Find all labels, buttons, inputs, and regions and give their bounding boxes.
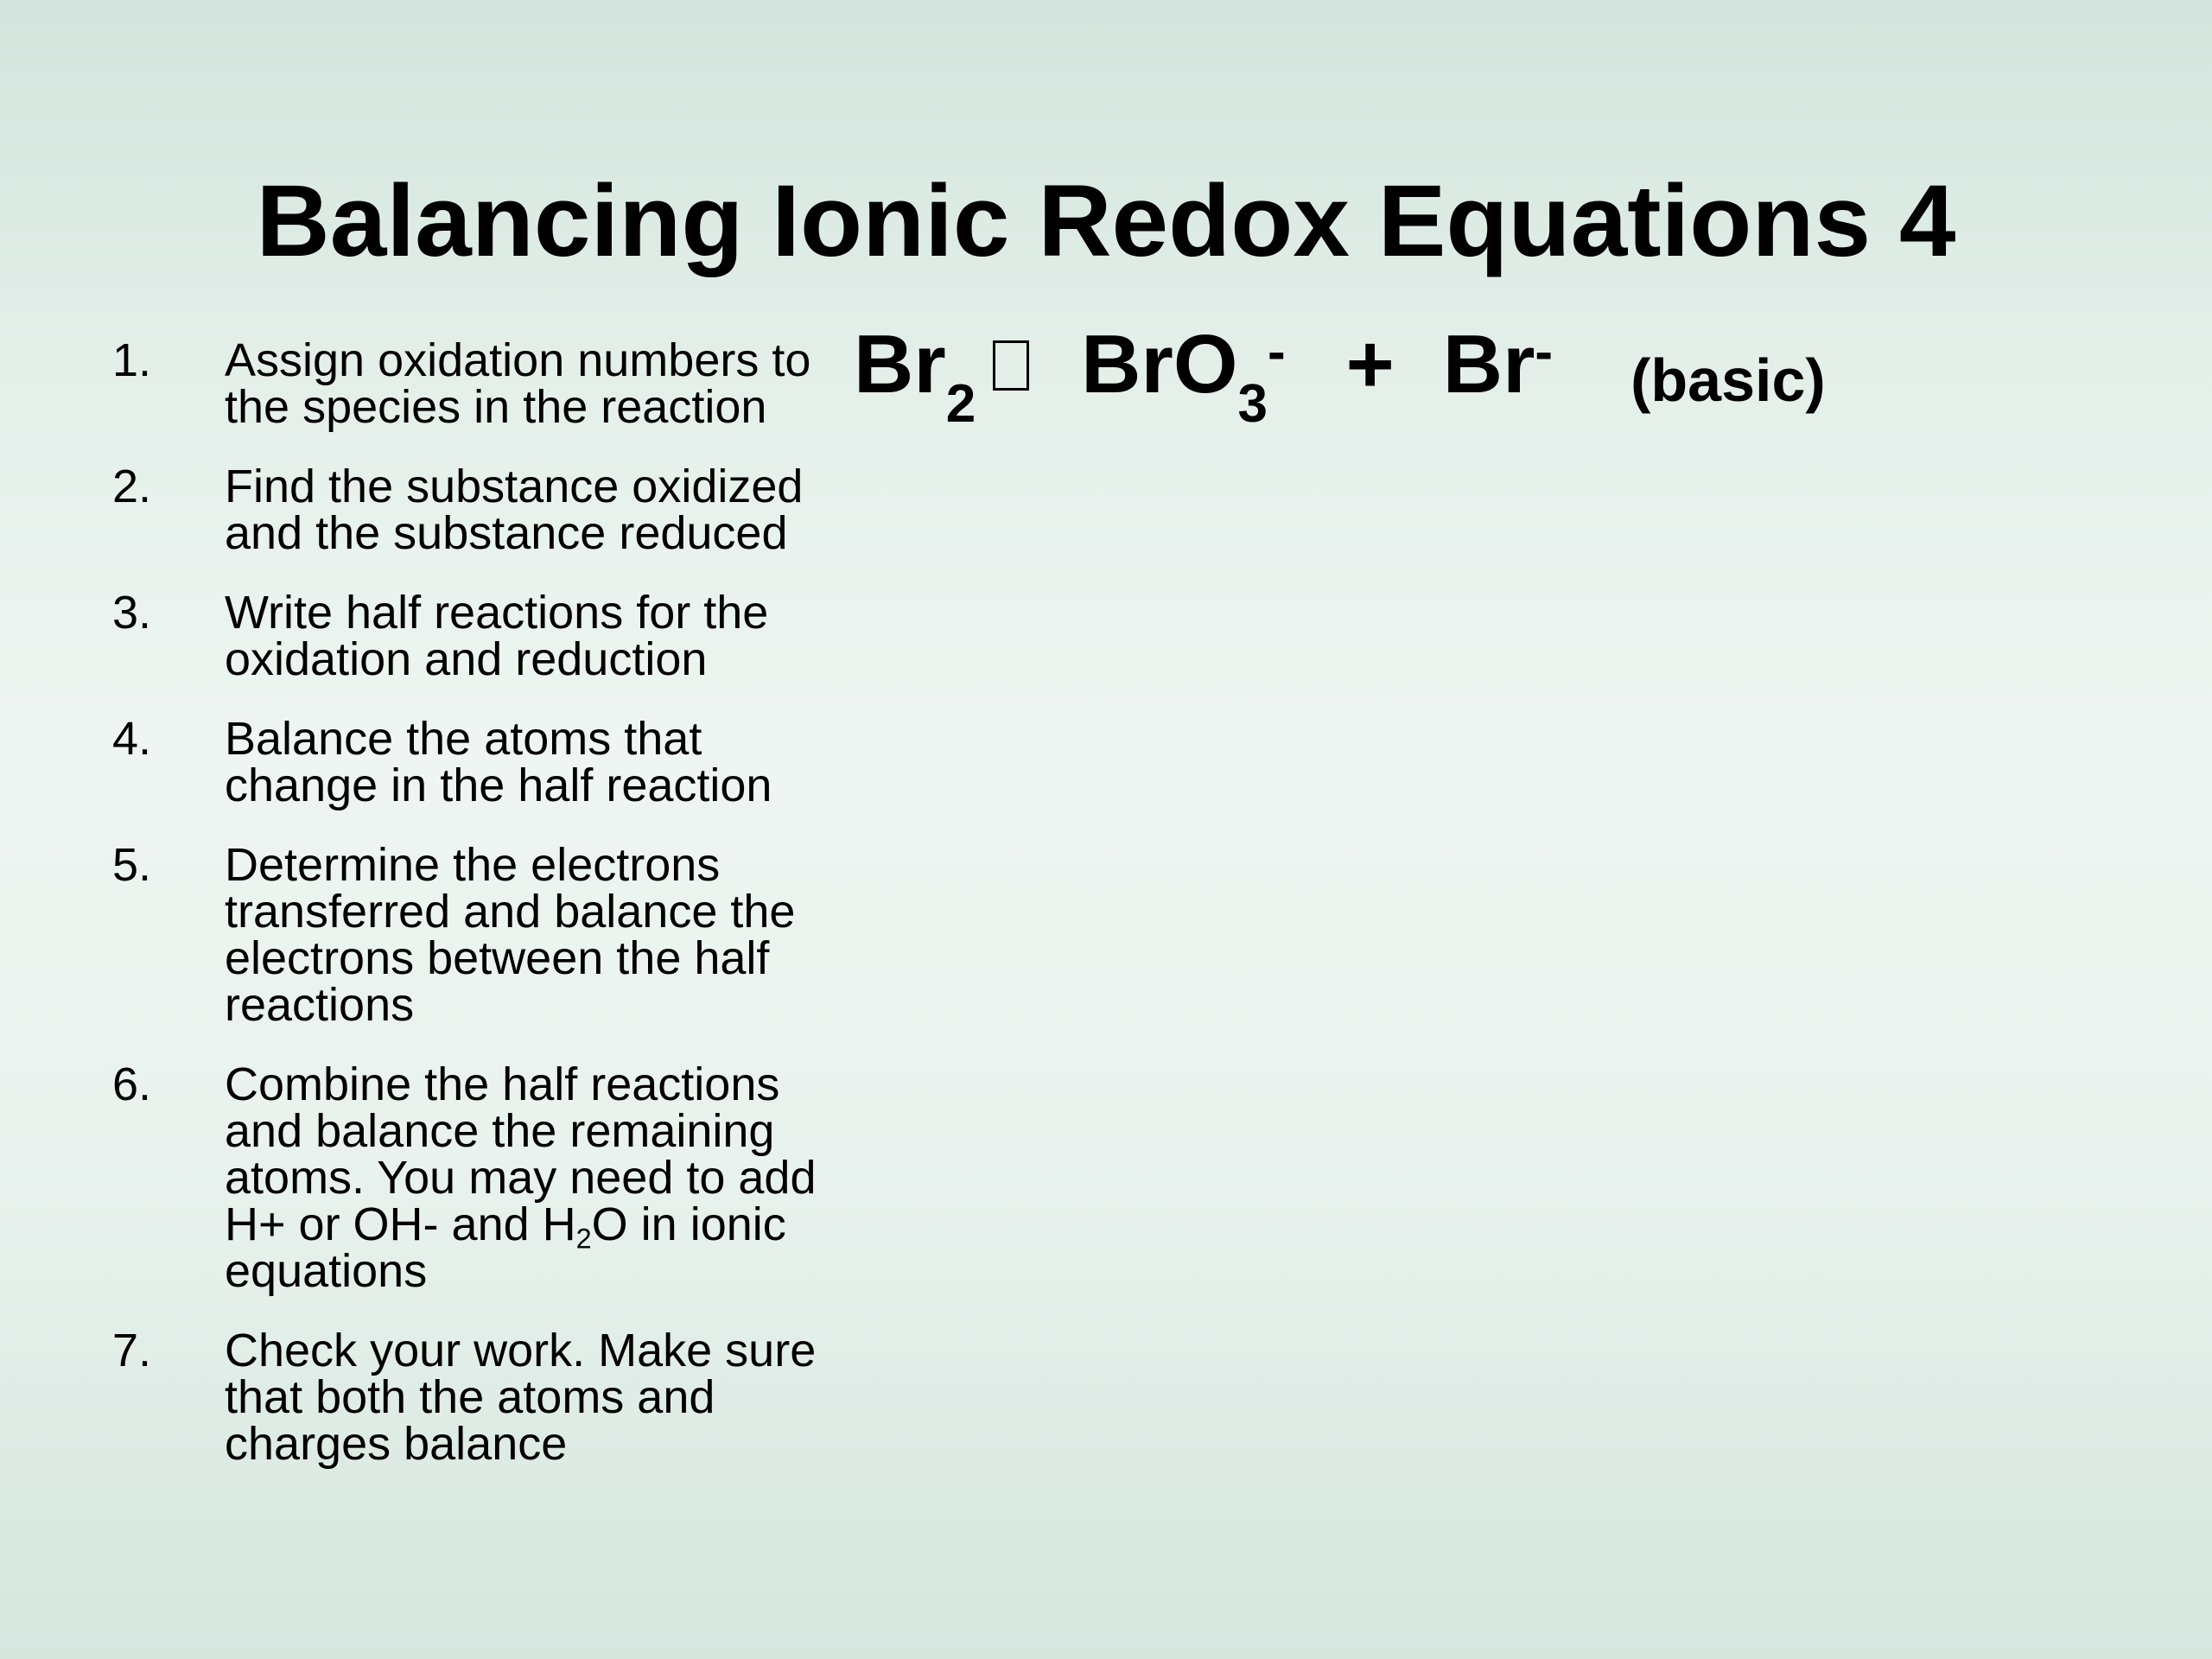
reactant-symbol: Br bbox=[854, 318, 946, 410]
reactant-subscript: 2 bbox=[945, 374, 976, 434]
reactant-br2 bbox=[854, 318, 976, 434]
water-subscript: 2 bbox=[575, 1223, 592, 1255]
condition-basic: (basic) bbox=[1630, 346, 1826, 414]
step-text: Determine the electrons transferred and balance the electrons between the half reactions bbox=[225, 839, 796, 1031]
step-text: Write half reactions for the oxidation and reduction bbox=[225, 587, 769, 685]
step-text: Balance the atoms that change in the half reaction bbox=[225, 713, 772, 811]
product2-symbol: Br bbox=[1442, 318, 1535, 410]
product2-charge: - bbox=[1535, 322, 1554, 382]
step-text bbox=[225, 1058, 847, 1297]
step-text: Assign oxidation numbers to the species in the reaction bbox=[225, 334, 811, 433]
product1-charge: - bbox=[1268, 322, 1286, 382]
step-item bbox=[112, 839, 847, 1031]
step-number: 6. bbox=[112, 1058, 152, 1110]
step-text: Find the substance oxidized and the substance reduced bbox=[225, 461, 804, 559]
step-item bbox=[112, 715, 847, 809]
step-number: 2. bbox=[112, 461, 152, 512]
step-item bbox=[112, 1325, 847, 1470]
step-number: 1. bbox=[112, 334, 152, 386]
product-br-minus bbox=[1442, 318, 1554, 418]
step-item bbox=[112, 334, 847, 433]
missing-arrow-glyph-icon bbox=[993, 340, 1029, 391]
steps-list bbox=[112, 334, 847, 1470]
product1-subscript: 3 bbox=[1237, 374, 1268, 434]
step-item bbox=[112, 1058, 847, 1297]
step-item bbox=[112, 589, 847, 683]
step-text-part: Combine the half reactions and balance the remaining atoms. You may need to add H+ or OH- and H bbox=[225, 1058, 817, 1250]
product-bro3 bbox=[1081, 318, 1286, 434]
step-text: Check your work. Make sure that both the atoms and charges balance bbox=[225, 1325, 817, 1470]
step-number: 3. bbox=[112, 587, 152, 639]
slide-title: Balancing Ionic Redox Equations 4 bbox=[256, 164, 1956, 278]
step-number: 7. bbox=[112, 1325, 152, 1376]
step-number: 4. bbox=[112, 713, 152, 765]
product1-symbol: BrO bbox=[1081, 318, 1238, 410]
plus-sign: + bbox=[1345, 318, 1395, 410]
redox-equation bbox=[854, 318, 1826, 434]
step-number: 5. bbox=[112, 839, 152, 891]
step-text-part: O in ionic equations bbox=[225, 1198, 786, 1297]
step-item bbox=[112, 461, 847, 559]
